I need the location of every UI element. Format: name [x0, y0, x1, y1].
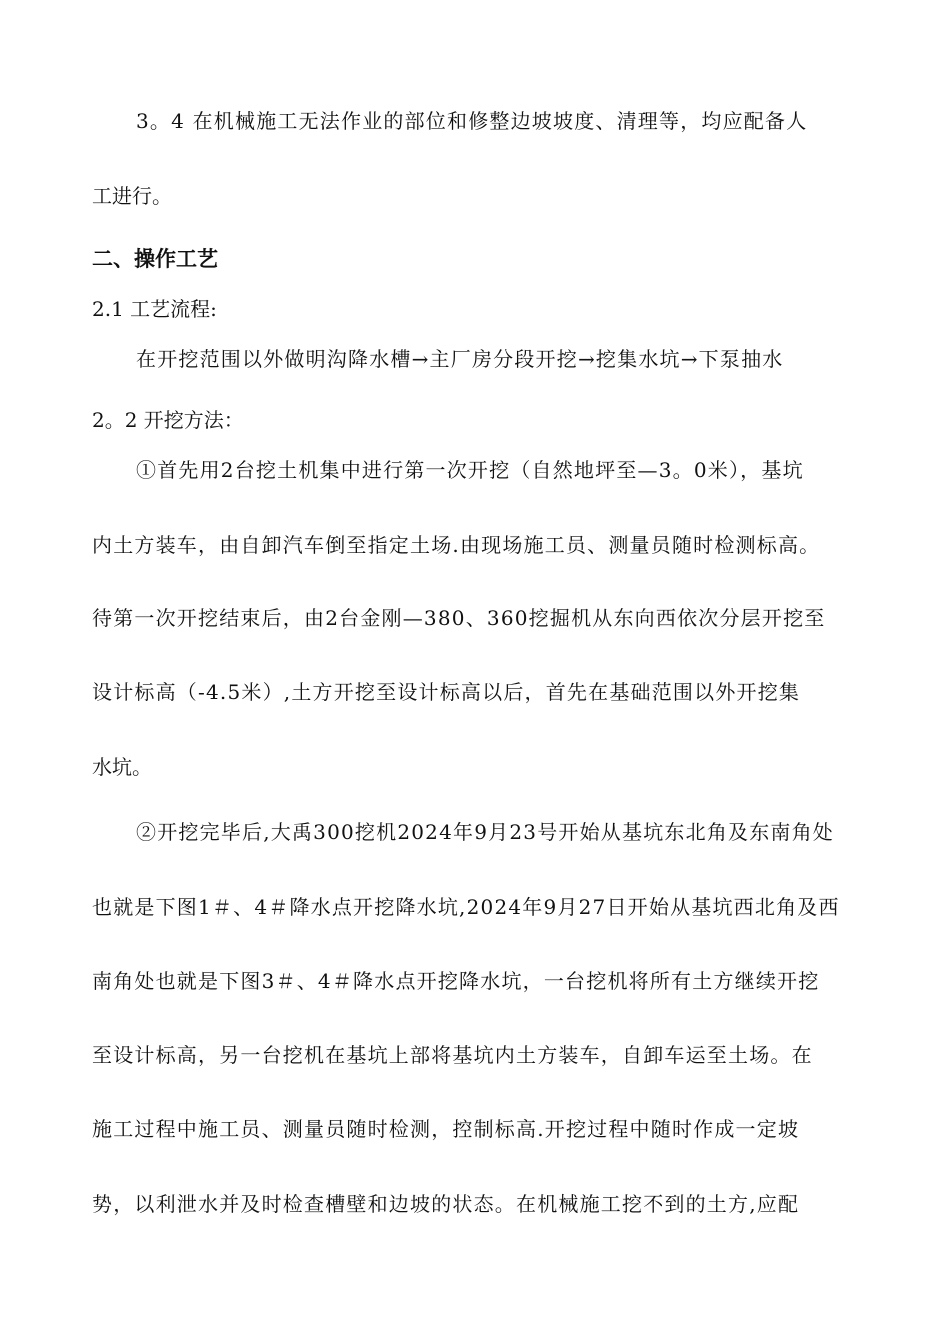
method-2-line-6: 势，以利泄水并及时检查槽壁和边坡的状态。在机械施工挖不到的土方,应配 [92, 1192, 800, 1216]
method-1-line-1: ①首先用2台挖土机集中进行第一次开挖（自然地坪至—3。0米），基坑 [136, 458, 804, 482]
paragraph-3-4-line-1: 3。4 在机械施工无法作业的部位和修整边坡坡度、清理等，均应配备人 [136, 109, 808, 133]
method-1-line-5: 水坑。 [92, 755, 152, 779]
subheading-2-1: 2.1 工艺流程: [92, 297, 217, 321]
section-heading-operation-process: 二、操作工艺 [92, 247, 218, 271]
process-flow-text: 在开挖范围以外做明沟降水槽→主厂房分段开挖→挖集水坑→下泵抽水 [136, 347, 784, 371]
method-2-line-3: 南角处也就是下图3＃、4＃降水点开挖降水坑，一台挖机将所有土方继续开挖 [92, 969, 820, 993]
method-2-line-2: 也就是下图1＃、4＃降水点开挖降水坑,2024年9月27日开始从基坑西北角及西 [92, 895, 840, 919]
method-1-line-2: 内土方装车，由自卸汽车倒至指定土场.由现场施工员、测量员随时检测标高。 [92, 533, 821, 557]
subheading-2-2: 2。2 开挖方法： [92, 408, 244, 432]
method-2-line-5: 施工过程中施工员、测量员随时检测，控制标高.开挖过程中随时作成一定坡 [92, 1117, 800, 1141]
method-1-line-4: 设计标高（-4.5米）,土方开挖至设计标高以后，首先在基础范围以外开挖集 [92, 680, 801, 704]
method-2-line-4: 至设计标高，另一台挖机在基坑上部将基坑内土方装车，自卸车运至土场。在 [92, 1043, 813, 1067]
method-1-line-3: 待第一次开挖结束后，由2台金刚—380、360挖掘机从东向西依次分层开挖至 [92, 606, 826, 630]
paragraph-3-4-line-2: 工进行。 [92, 184, 172, 208]
method-2-line-1: ②开挖完毕后,大禹300挖机2024年9月23号开始从基坑东北角及东南角处 [136, 820, 835, 844]
